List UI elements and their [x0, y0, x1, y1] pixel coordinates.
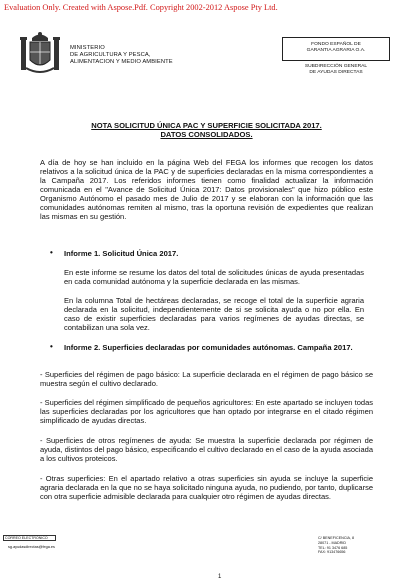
informe2-heading: [50, 342, 364, 352]
fega-box: [282, 37, 390, 61]
ministry-line: MINISTERIO: [70, 45, 105, 51]
bullet-icon: •: [50, 342, 53, 351]
address-line: TEL: 91 3476 685: [318, 545, 348, 550]
informe1-heading-text: Informe 1. Solicitud Única 2017.: [64, 249, 179, 258]
subdireccion-label: [282, 64, 390, 76]
ministry-line: DE AGRICULTURA Y PESCA,: [70, 52, 151, 58]
informe1-paragraph: En la columna Total de hectáreas declaradas, se recoge el total de la superficie agraria declarada en la solicitud, independientemente de si se solicita ayuda o no por ella. En caso de existir superficies declaradas para varios regímenes de ayudas directas, se contabilizan una sola vez.: [64, 296, 364, 333]
address-block: [318, 536, 354, 555]
list-item: - Otras superficies: En el apartado relativo a otras superficies sin ayuda se incluye la superficie agraria declarada en la que no se haya solicitado ninguna ayuda, no pudiendo, por tanto, duplicarse con otra superficie admisible declarada para cualquier otro régimen de ayudas directas.: [40, 474, 373, 502]
subdireccion-line: DE AYUDAS DIRECTAS: [309, 70, 363, 76]
email-label-box: CORREO ELECTRÓNICO: [3, 535, 56, 541]
list-item: - Superficies del régimen simplificado de pequeños agricultores: En este apartado se incluyen todas las superficies declaradas por los agricultores que han optado por integrarse en el citado régimen simplificado de ayudas directas.: [40, 398, 373, 426]
address-line: FAX: 913476656: [318, 550, 346, 555]
coat-of-arms-logo: [18, 30, 62, 78]
ministry-line: ALIMENTACION Y MEDIO AMBIENTE: [70, 59, 173, 65]
address-line: 28071 - MADRID: [318, 540, 347, 545]
fega-line: GARANTIA AGRARIA O.A.: [306, 48, 366, 54]
informe2-heading-text: Informe 2. Superficies declaradas por comunidades autónomas. Campaña 2017.: [64, 343, 353, 352]
address-line: C/ BENEFICENCIA, 8: [318, 536, 355, 540]
page-number: 1: [218, 574, 222, 580]
list-item: - Superficies de otros regímenes de ayuda: Se muestra la superficie declarada por régimen de ayuda, distintos del pago básico, especificando el cultivo declarado en el caso de la ayuda asociada a los cultivos proteicos.: [40, 436, 373, 464]
ministry-name: [70, 45, 173, 66]
contact-email[interactable]: sg.ayudasdirectas@fega.es: [8, 545, 55, 549]
evaluation-watermark: Evaluation Only. Created with Aspose.Pdf. Copyright 2002-2012 Aspose Pty Ltd.: [4, 3, 278, 12]
title-line: DATOS CONSOLIDADOS.: [160, 130, 253, 139]
bullet-icon: •: [50, 248, 53, 257]
intro-paragraph: A día de hoy se han incluido en la página Web del FEGA los informes que recogen los datos relativos a la solicitud única de la PAC y de superficies declaradas en la misma correspondientes a la Campaña 2017. Los referidos informes tienen como finalidad actualizar la información comunicada en el "Avance de Solicitud Única 2017: Datos provisionales" que hizo público este Organismo Autónomo el pasado mes de Julio de 2017 y se elaboran con la información que las comunidades autónomas remiten al mismo, tras la oportuna revisión de expedientes que realizan las mismas en su gestión.: [40, 158, 373, 222]
title-line: NOTA SOLICITUD ÚNICA PAC Y SUPERFICIE SOLICITADA 2017.: [91, 121, 322, 130]
subdireccion-line: SUBDIRECCIÓN GENERAL: [304, 64, 368, 69]
list-item: - Superficies del régimen de pago básico: La superficie declarada en el régimen de pago básico se muestra según el cultivo declarado.: [40, 370, 373, 389]
fega-line: FONDO ESPAÑOL DE: [311, 42, 361, 47]
document-title: [40, 121, 373, 139]
informe1-heading: [50, 248, 364, 258]
informe1-paragraph: En este informe se resume los datos del total de solicitudes únicas de ayuda presentadas en cada comunidad autónoma y la superficie declarada en las mismas.: [64, 268, 364, 287]
